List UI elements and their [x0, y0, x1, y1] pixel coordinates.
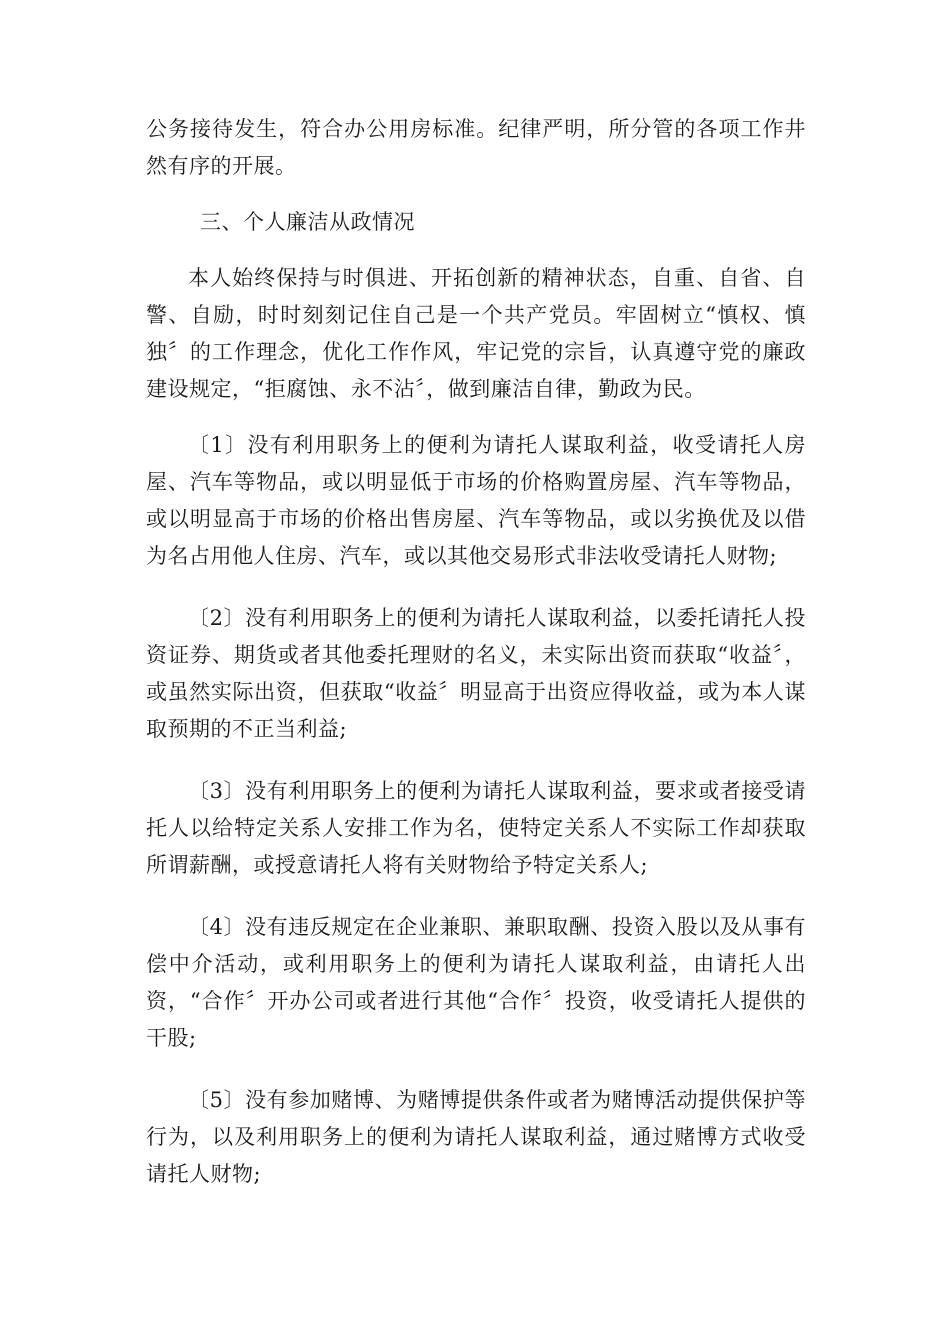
list-item-3: 〔3〕没有利用职务上的便利为请托人谋取利益，要求或者接受请托人以给特定关系人安排工作为名，使特定关系人不实际工作却获取所谓薪酬，或授意请托人将有关财物给予特定关系人; [146, 779, 806, 877]
list-item-1: 〔1〕没有利用职务上的便利为请托人谋取利益，收受请托人房屋、汽车等物品，或以明显低于市场的价格购置房屋、汽车等物品，或以明显高于市场的价格出售房屋、汽车等物品，或以劣换优及以借为名占用他人住房、汽车，或以其他交易形式非法收受请托人财物; [146, 433, 806, 568]
list-item-5: 〔5〕没有参加赌博、为赌博提供条件或者为赌博活动提供保护等行为，以及利用职务上的便利为请托人谋取利益，通过赌博方式收受请托人财物; [146, 1088, 806, 1186]
section-heading: 三、个人廉洁从政情况 [200, 210, 415, 234]
paragraph-intro: 本人始终保持与时俱进、开拓创新的精神状态，自重、自省、自警、自励，时时刻刻记住自己是一个共产党员。牢固树立“慎权、慎独〞的工作理念，优化工作作风，牢记党的宗旨，认真遵守党的廉政建设规定，“拒腐蚀、永不沾〞，做到廉洁自律，勤政为民。 [146, 266, 806, 401]
list-item-2: 〔2〕没有利用职务上的便利为请托人谋取利益，以委托请托人投资证券、期货或者其他委托理财的名义，未实际出资而获取“收益〞，或虽然实际出资，但获取“收益〞明显高于出资应得收益，或为本人谋取预期的不正当利益; [146, 606, 806, 741]
list-item-4: 〔4〕没有违反规定在企业兼职、兼职取酬、投资入股以及从事有偿中介活动，或利用职务上的便利为请托人谋取利益，由请托人出资，“合作〞开办公司或者进行其他“合作〞投资，收受请托人提供的干股; [146, 915, 806, 1050]
paragraph-continuation: 公务接待发生，符合办公用房标准。纪律严明，所分管的各项工作井然有序的开展。 [146, 117, 806, 178]
